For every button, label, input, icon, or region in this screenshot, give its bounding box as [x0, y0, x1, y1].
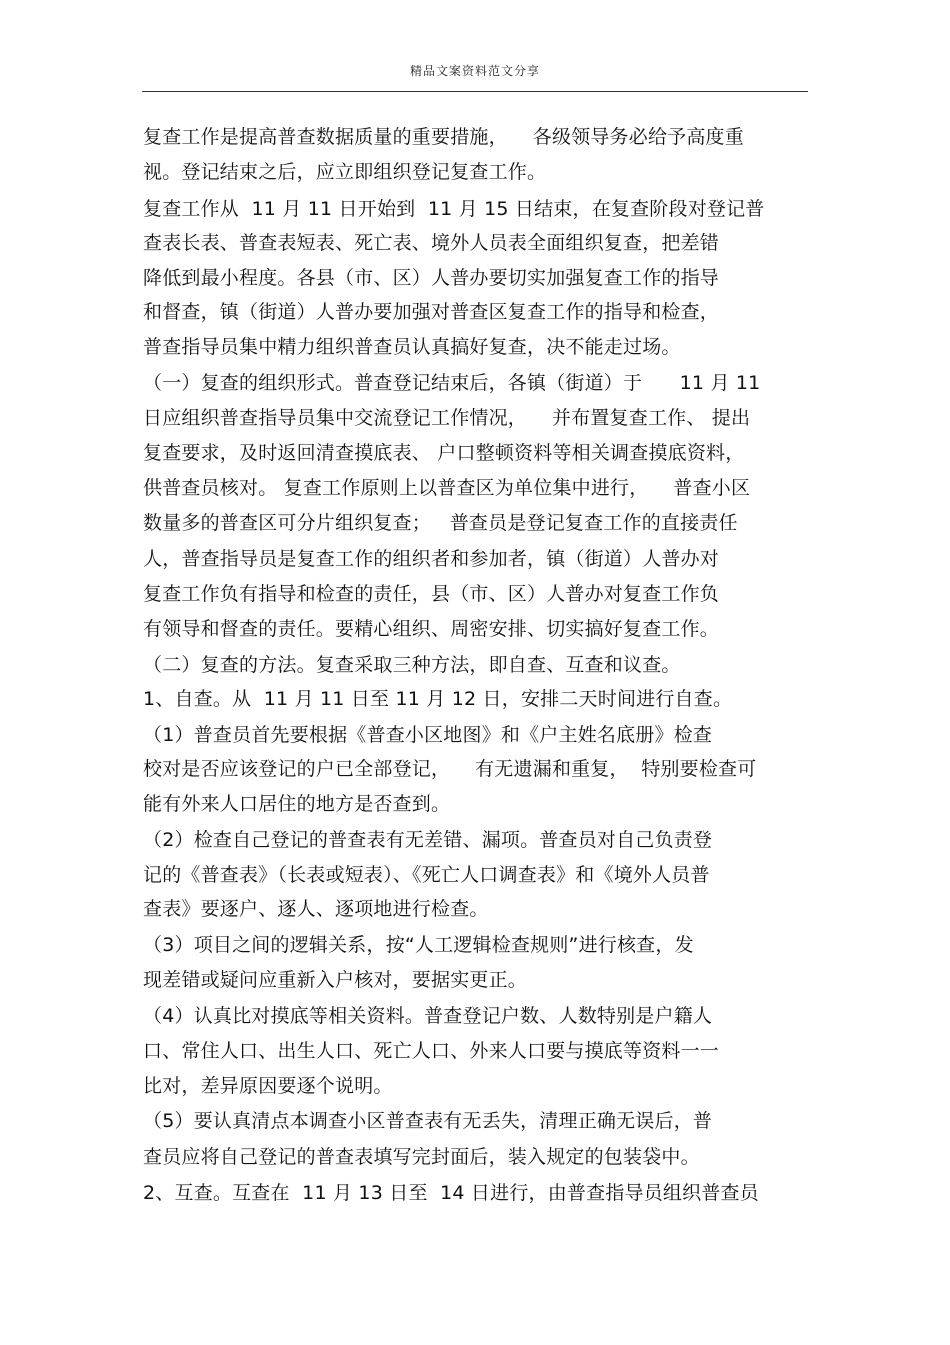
text-line: （2）检查自己登记的普查表有无差错、漏项。普查员对自己负责登 — [143, 829, 713, 851]
page-header: 精品文案资料范文分享 — [409, 64, 540, 78]
text-line: 复查工作从 11 月 11 日开始到 11 月 15 日结束，在复查阶段对登记普 — [143, 198, 765, 220]
text-line: 查表》要逐户、逐人、逐项地进行检查。 — [143, 898, 489, 920]
text-line: 1、自查。从 11 月 11 日至 11 月 12 日，安排二天时间进行自查。 — [143, 688, 733, 710]
text-line: 查表长表、普查表短表、死亡表、境外人员表全面组织复查，把差错 — [143, 232, 720, 254]
text-line: 2、互查。互查在 11 月 13 日至 14 日进行，由普查指导员组织普查员 — [143, 1182, 759, 1204]
text-line: 人，普查指导员是复查工作的组织者和参加者，镇（街道）人普办对 — [143, 548, 720, 570]
text-line: 和督查，镇（街道）人普办要加强对普查区复查工作的指导和检查， — [143, 301, 720, 323]
text-line: 日应组织普查指导员集中交流登记工作情况， 并布置复查工作、 提出 — [143, 407, 751, 429]
text-line: 复查工作是提高普查数据质量的重要措施， 各级领导务必给予高度重 — [143, 126, 744, 148]
text-line: 复查要求，及时返回清查摸底表、 户口整顿资料等相关调查摸底资料， — [143, 442, 745, 464]
text-line: 供普查员核对。 复查工作原则上以普查区为单位集中进行， 普查小区 — [143, 477, 751, 499]
text-line: 数量多的普查区可分片组织复查； 普查员是登记复查工作的直接责任 — [143, 512, 738, 534]
header-divider — [142, 91, 808, 92]
text-line: 口、常住人口、出生人口、死亡人口、外来人口要与摸底等资料一一 — [143, 1040, 720, 1062]
text-line: 普查指导员集中精力组织普查员认真搞好复查，决不能走过场。 — [143, 336, 681, 358]
text-line: （1）普查员首先要根据《普查小区地图》和《户主姓名底册》检查 — [143, 724, 713, 746]
text-line: 能有外来人口居住的地方是否查到。 — [143, 793, 451, 815]
text-line: 校对是否应该登记的户已全部登记， 有无遗漏和重复， 特别要检查可 — [143, 758, 757, 780]
text-line: 视。登记结束之后，应立即组织登记复查工作。 — [143, 161, 547, 183]
text-line: 降低到最小程度。各县（市、区）人普办要切实加强复查工作的指导 — [143, 267, 720, 289]
text-line: （二）复查的方法。复查采取三种方法，即自查、互查和议查。 — [143, 654, 681, 676]
text-line: （5）要认真清点本调查小区普查表有无丢失，清理正确无误后，普 — [143, 1110, 713, 1132]
text-line: 复查工作负有指导和检查的责任，县（市、区）人普办对复查工作负 — [143, 583, 720, 605]
text-line: （一）复查的组织形式。普查登记结束后，各镇（街道）于 11 月 11 — [143, 372, 761, 394]
text-line: 有领导和督查的责任。要精心组织、周密安排、切实搞好复查工作。 — [143, 618, 720, 640]
text-line: 现差错或疑问应重新入户核对，要据实更正。 — [143, 969, 528, 991]
text-line: （3）项目之间的逻辑关系，按“人工逻辑检查规则”进行核查，发 — [143, 934, 694, 956]
text-line: 记的《普查表》（长表或短表）、《死亡人口调查表》和《境外人员普 — [143, 864, 710, 886]
text-line: 查员应将自己登记的普查表填写完封面后，装入规定的包装袋中。 — [143, 1146, 700, 1168]
text-line: （4）认真比对摸底等相关资料。普查登记户数、人数特别是户籍人 — [143, 1005, 713, 1027]
text-line: 比对，差异原因要逐个说明。 — [143, 1075, 393, 1097]
